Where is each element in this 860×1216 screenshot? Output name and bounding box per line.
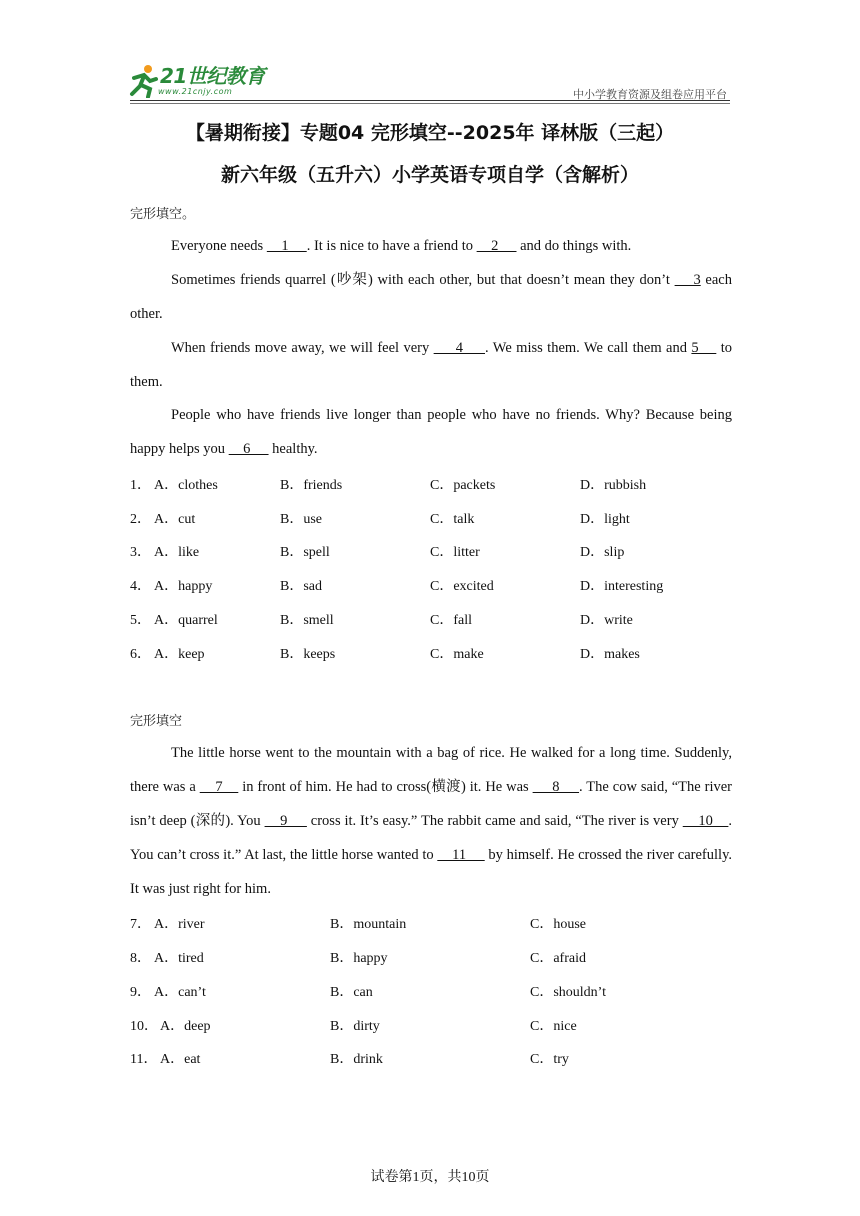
q6-option-c[interactable]: C．make: [430, 647, 484, 662]
section2-label: 完形填空: [130, 714, 183, 729]
q11-number: 11．: [130, 1052, 158, 1067]
text: cross it. It’s easy.” The rabbit came and said, “The river is very: [306, 813, 683, 829]
q4-option-b[interactable]: B．sad: [280, 579, 322, 594]
q1-option-d[interactable]: D．rubbish: [580, 478, 647, 493]
text: . The cow said, “The river isn’t deep (深的). You: [130, 779, 733, 829]
section1-label: 完形填空。: [130, 207, 196, 222]
page-title-line2: 新六年级（五升六）小学英语专项自学（含解析）: [220, 164, 639, 186]
q2-option-c[interactable]: C．talk: [430, 512, 475, 527]
q1-option-a[interactable]: A．clothes: [154, 478, 218, 493]
q2-option-d[interactable]: D．light: [580, 512, 630, 527]
text: Everyone needs: [171, 238, 267, 254]
q3-number: 3．: [130, 545, 151, 560]
text: Sometimes friends quarrel (吵架) with each other, but that doesn’t mean they don’t: [171, 272, 675, 288]
q6-option-a[interactable]: A．keep: [154, 647, 205, 662]
section1-paragraph-3: [130, 331, 732, 399]
site-logo: [128, 62, 268, 100]
q9-option-c[interactable]: C．shouldn’t: [530, 985, 606, 1000]
q9-option-a[interactable]: A．can’t: [154, 985, 206, 1000]
q4-option-a[interactable]: A．happy: [154, 579, 213, 594]
q2-option-b[interactable]: B．use: [280, 512, 322, 527]
text: healthy.: [268, 441, 318, 457]
page-footer: 试卷第1页，共10页: [370, 1170, 490, 1185]
q1-option-c[interactable]: C．packets: [430, 478, 496, 493]
text: by himself. He crossed the river carefully. It was just right for him.: [130, 847, 732, 897]
q3-option-b[interactable]: B．spell: [280, 545, 330, 560]
q9-number: 9．: [130, 985, 151, 1000]
text: in front of him. He had to cross(横渡) it. He was: [238, 779, 533, 795]
section2-passage: [130, 736, 732, 906]
text: and do things with.: [516, 238, 632, 254]
q5-number: 5．: [130, 613, 151, 628]
blank-7[interactable]: 7: [199, 779, 239, 795]
q10-number: 10．: [130, 1019, 158, 1034]
q8-number: 8．: [130, 951, 151, 966]
q11-option-b[interactable]: B．drink: [330, 1052, 383, 1067]
text: . You can’t cross it.” At last, the little horse wanted to: [130, 813, 733, 863]
section1-paragraph-1: [130, 229, 732, 263]
section1-paragraph-4: [130, 398, 732, 466]
q3-option-d[interactable]: D．slip: [580, 545, 625, 560]
q7-option-c[interactable]: C．house: [530, 917, 586, 932]
blank-11[interactable]: 11: [437, 847, 485, 863]
platform-name: 中小学教育资源及组卷应用平台: [573, 88, 727, 101]
q5-option-c[interactable]: C．fall: [430, 613, 472, 628]
q8-option-c[interactable]: C．afraid: [530, 951, 586, 966]
q11-option-c[interactable]: C．try: [530, 1052, 569, 1067]
q10-option-c[interactable]: C．nice: [530, 1019, 577, 1034]
q9-option-b[interactable]: B．can: [330, 985, 373, 1000]
q2-option-a[interactable]: A．cut: [154, 512, 196, 527]
q5-option-a[interactable]: A．quarrel: [154, 613, 218, 628]
q1-number: 1．: [130, 478, 151, 493]
q7-option-b[interactable]: B．mountain: [330, 917, 407, 932]
q4-option-d[interactable]: D．interesting: [580, 579, 664, 594]
section1-paragraph-2: [130, 263, 732, 331]
q7-number: 7．: [130, 917, 151, 932]
text: . We miss them. We call them and: [485, 340, 692, 356]
logo-text: 21世纪教育: [160, 64, 265, 88]
q5-option-b[interactable]: B．smell: [280, 613, 334, 628]
q8-option-b[interactable]: B．happy: [330, 951, 388, 966]
header-divider: [130, 100, 730, 101]
q4-number: 4．: [130, 579, 151, 594]
blank-9[interactable]: 9: [264, 813, 307, 829]
q1-option-b[interactable]: B．friends: [280, 478, 343, 493]
q3-option-c[interactable]: C．litter: [430, 545, 480, 560]
blank-4[interactable]: 4: [433, 340, 486, 356]
blank-8[interactable]: 8: [532, 779, 580, 795]
blank-10[interactable]: 10: [682, 813, 729, 829]
blank-3[interactable]: 3: [674, 272, 701, 288]
text: The little horse went to the mountain with a bag of rice. He walked for a long time. Suddenly, there was a: [130, 745, 732, 795]
q8-option-a[interactable]: A．tired: [154, 951, 204, 966]
q10-option-a[interactable]: A．deep: [160, 1019, 211, 1034]
q5-option-d[interactable]: D．write: [580, 613, 633, 628]
blank-6[interactable]: 6: [228, 441, 269, 457]
q2-number: 2．: [130, 512, 151, 527]
q3-option-a[interactable]: A．like: [154, 545, 200, 560]
blank-2[interactable]: 2: [476, 238, 517, 254]
blank-1[interactable]: 1: [266, 238, 307, 254]
text: When friends move away, we will feel very: [171, 340, 434, 356]
q7-option-a[interactable]: A．river: [154, 917, 205, 932]
text: People who have friends live longer than people who have no friends. Why? Because being happy helps you: [130, 407, 732, 457]
q6-option-b[interactable]: B．keeps: [280, 647, 336, 662]
q6-number: 6．: [130, 647, 151, 662]
blank-5[interactable]: 5: [691, 340, 717, 356]
q10-option-b[interactable]: B．dirty: [330, 1019, 380, 1034]
text: to them.: [130, 340, 733, 390]
header-divider-thin: [130, 103, 730, 104]
q4-option-c[interactable]: C．excited: [430, 579, 494, 594]
text: . It is nice to have a friend to: [306, 238, 477, 254]
text: each other.: [130, 272, 732, 322]
q11-option-a[interactable]: A．eat: [160, 1052, 201, 1067]
runner-logo-icon: [128, 64, 160, 98]
q6-option-d[interactable]: D．makes: [580, 647, 640, 662]
logo-url: www.21cnjy.com: [158, 87, 233, 96]
page-title-line1: 【暑期衔接】专题04 完形填空--2025年 译林版（三起）: [185, 122, 675, 144]
